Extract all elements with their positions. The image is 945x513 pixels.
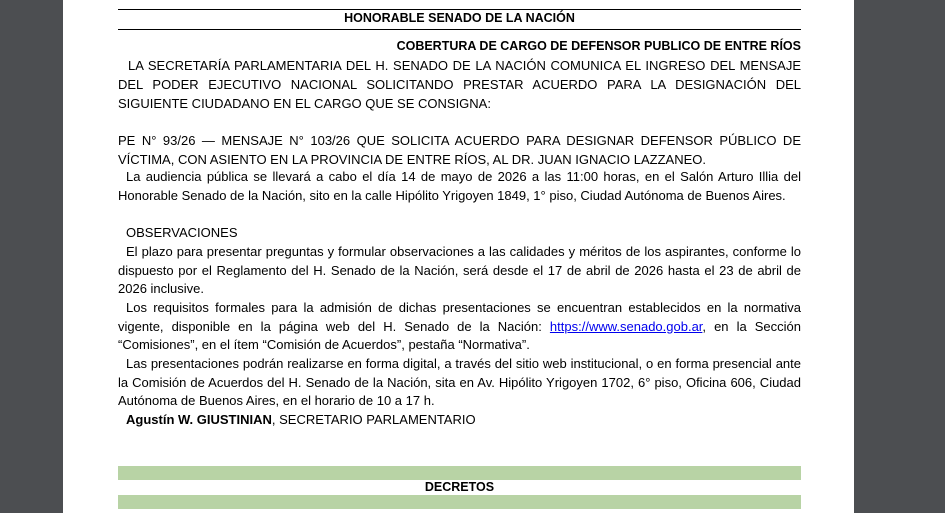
observations-heading: OBSERVACIONES xyxy=(126,225,238,240)
section-band-top xyxy=(118,466,801,480)
requirements-text: Los requisitos formales para la admisión de dichas presentaciones se encuentran establecidos en la normativa vigente, disponible en la página web del H. Senado de la Nación: xyxy=(118,300,801,334)
notice-message: PE N° 93/26 — MENSAJE N° 103/26 QUE SOLICITA ACUERDO PARA DESIGNAR DEFENSOR PÚBLICO DE VÍCTIMA, CON ASIENTO EN LA PROVINCIA DE ENTRE RÍOS, AL DR. JUAN IGNACIO LAZZANEO. xyxy=(118,133,801,167)
requirements-paragraph xyxy=(118,299,801,355)
viewer-left-margin xyxy=(0,0,63,513)
notice-subtitle: COBERTURA DE CARGO DE DEFENSOR PUBLICO DE ENTRE RÍOS xyxy=(396,39,801,53)
senado-website-link[interactable]: https://www.senado.gob.ar xyxy=(549,318,703,334)
hearing-paragraph: La audiencia pública se llevará a cabo el día 14 de mayo de 2026 a las 11:00 horas, en el Salón Arturo Illia del Honorable Senado de la Nación, sito en la calle Hipólito Yrigoyen 1849, 1° piso, Ciudad Autónoma de Buenos Aires. xyxy=(118,169,801,203)
top-rule xyxy=(118,9,801,10)
viewer-right-margin xyxy=(854,0,945,513)
section-title: DECRETOS xyxy=(424,480,495,494)
section-band-bottom xyxy=(118,495,801,509)
header-rule xyxy=(118,29,801,30)
signature-line xyxy=(118,411,801,430)
document-page xyxy=(63,0,854,513)
header-title: HONORABLE SENADO DE LA NACIÓN xyxy=(344,11,575,25)
submissions-paragraph: Las presentaciones podrán realizarse en forma digital, a través del sitio web institucional, o en forma presencial ante la Comisión de Acuerdos del H. Senado de la Nación, sita en Av. Hipólito Yrigoyen 1702, 6° piso, Oficina 606, Ciudad Autónoma de Buenos Aires, en el horario de 10 a 17 h. xyxy=(118,356,801,408)
notice-intro: LA SECRETARÍA PARLAMENTARIA DEL H. SENADO DE LA NACIÓN COMUNICA EL INGRESO DEL MENSAJE DEL PODER EJECUTIVO NACIONAL SOLICITANDO PRESTAR ACUERDO PARA LA DESIGNACIÓN DEL SIGUIENTE CIUDADANO EN EL CARGO QUE SE CONSIGNA: xyxy=(118,58,801,111)
signature-name: Agustín W. GIUSTINIAN xyxy=(126,412,272,427)
requirements-text-after: , en la Sección “Comisiones”, en el ítem “Comisión de Acuerdos”, pestaña “Normativa”. xyxy=(118,318,801,352)
signature-role: , SECRETARIO PARLAMENTARIO xyxy=(271,412,476,427)
deadline-paragraph: El plazo para presentar preguntas y formular observaciones a las calidades y méritos de los aspirantes, conforme lo dispuesto por el Reglamento del H. Senado de la Nación, será desde el 17 de abril de 2026 hasta el 23 de abril de 2026 inclusive. xyxy=(118,244,801,296)
